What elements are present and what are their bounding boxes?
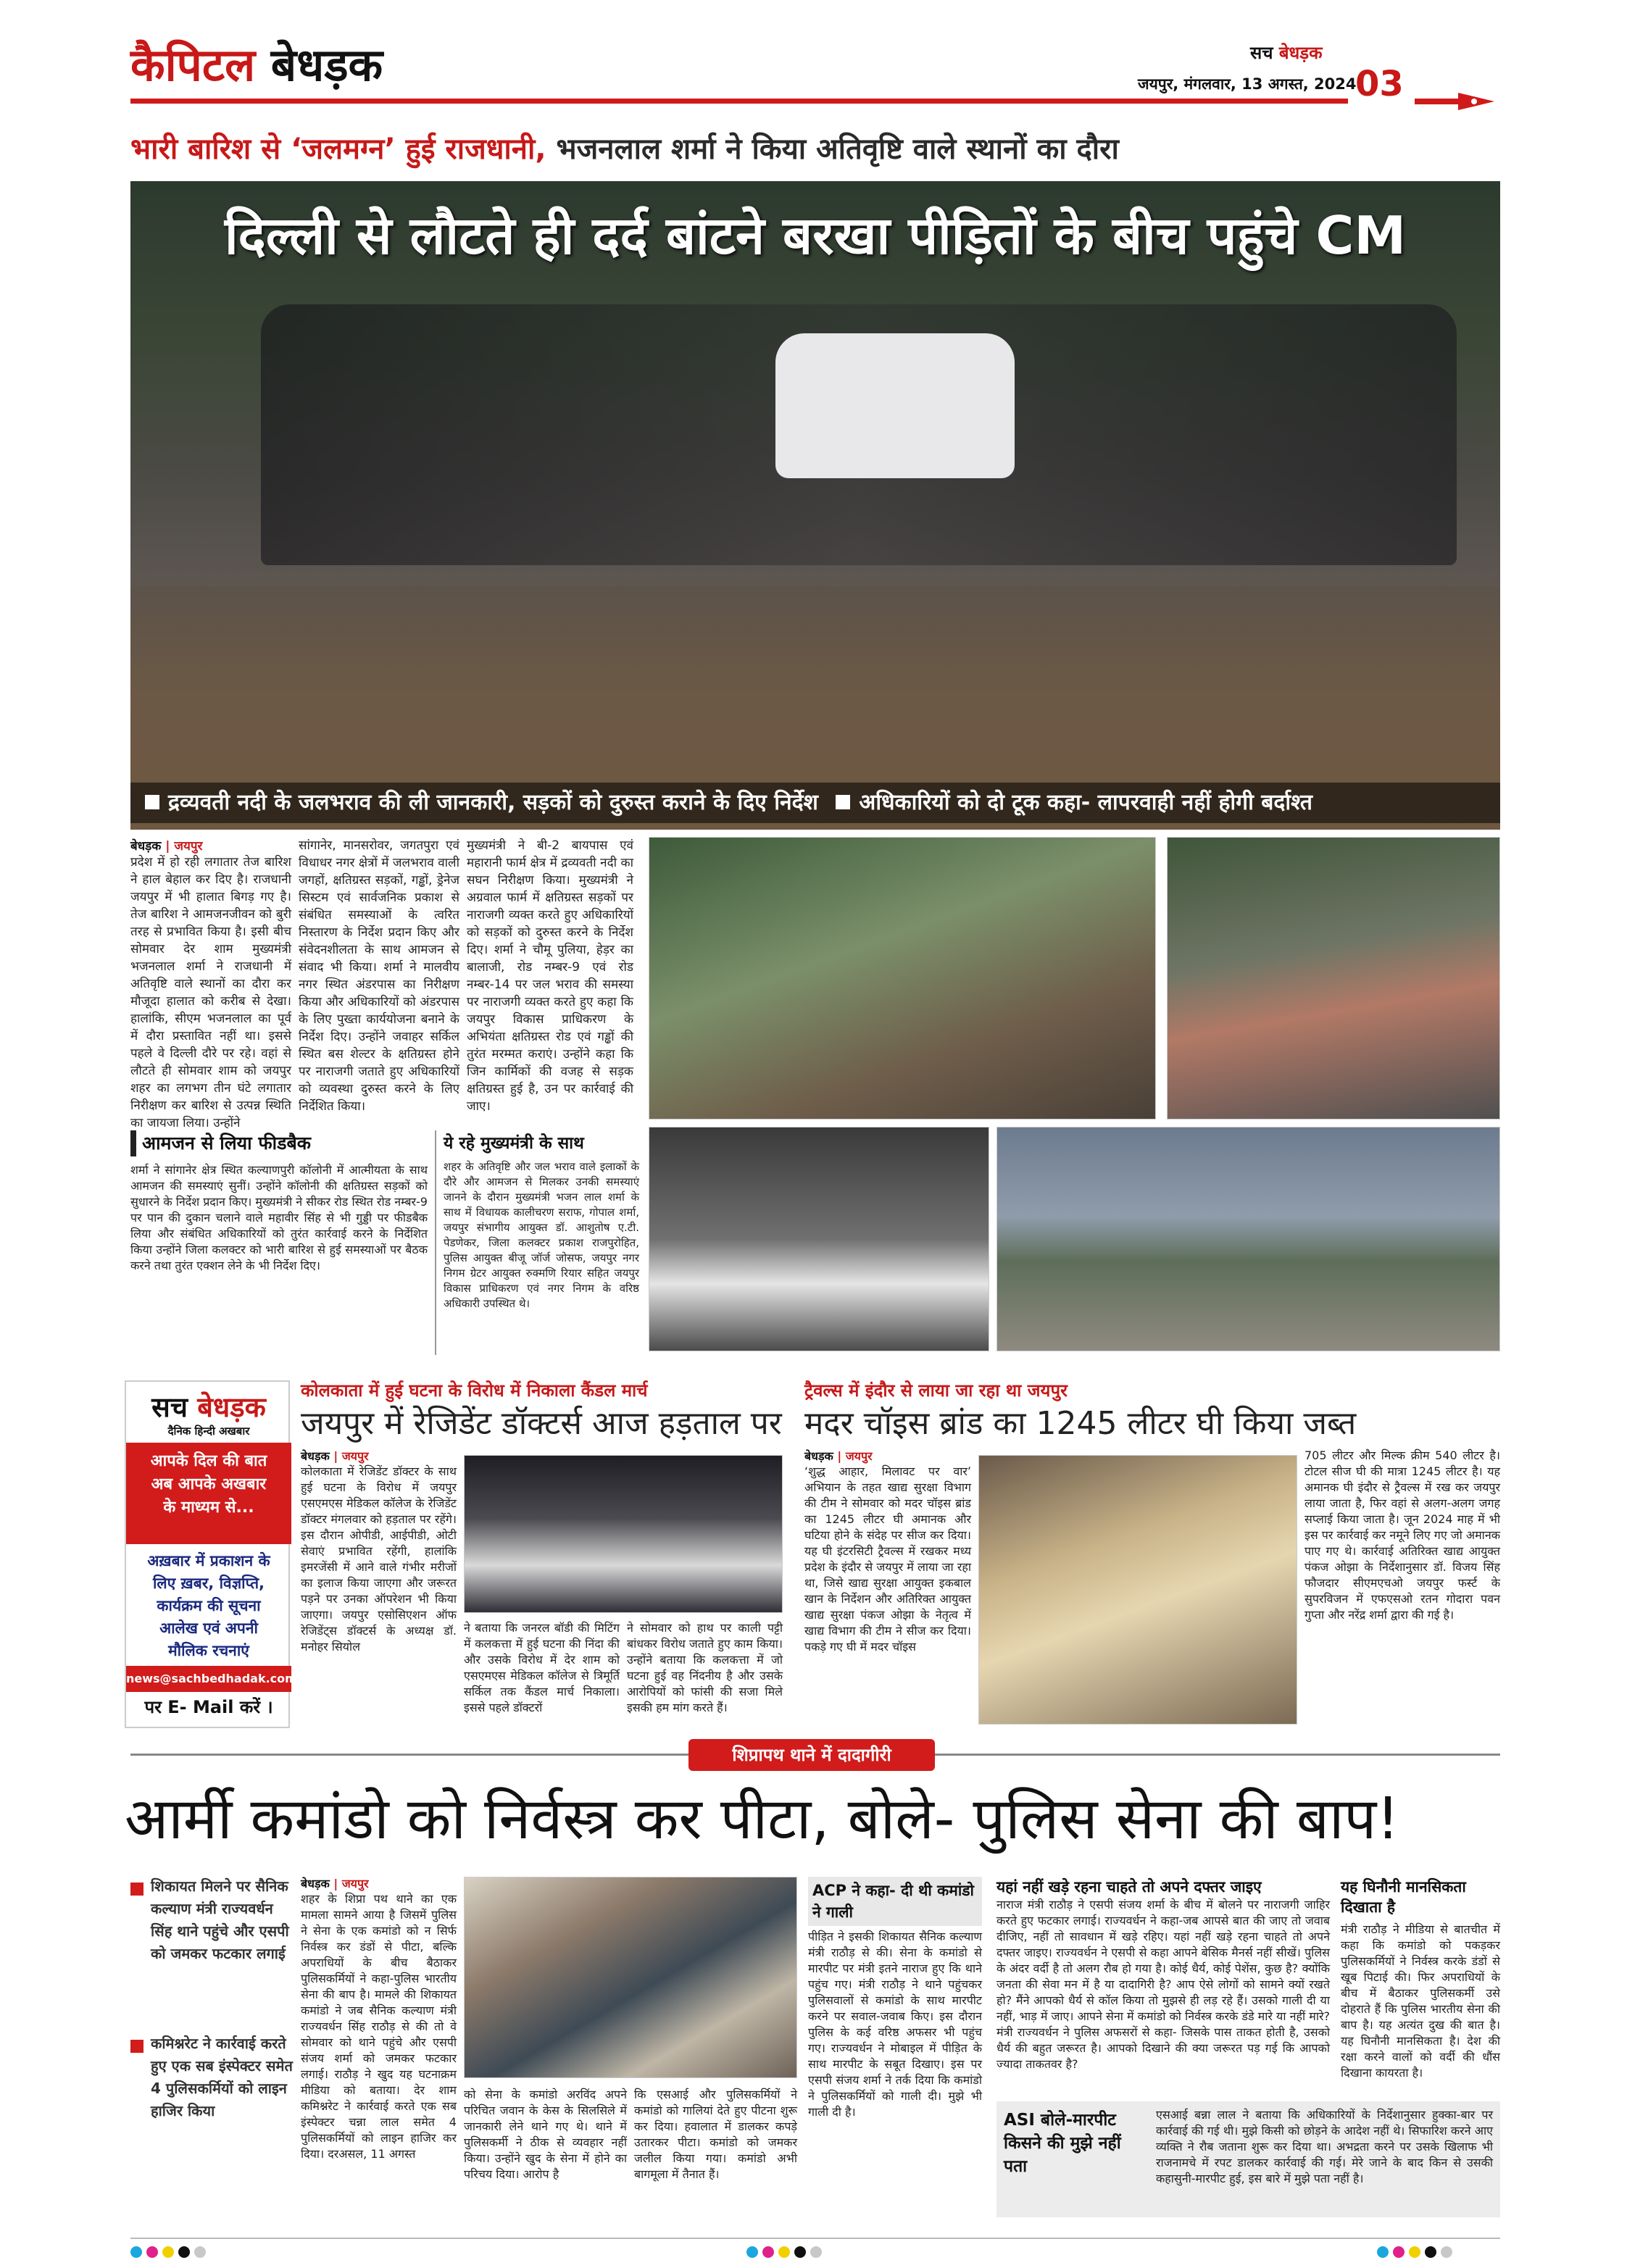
lead-col3: मुख्यमंत्री ने बी-2 बायपास एवं महारानी फार्म क्षेत्र में द्रव्यवती नदी का सघन निरीक्षण किया। मुख्यमंत्री ने अग्रवाल फार्म में क्षतिग्रस्त सड़कों पर नाराजगी व्यक्त करते हुए अधिकारियों को सड़कों को दुरुस्त करने के निर्देश दिए। शर्मा ने चौमू पुलिया, हेड़र का बालाजी, रोड नम्बर-9 एवं रोड नम्बर-14 पर जल भराव की समस्या पर नाराजगी व्यक्त करते हुए कहा कि जयपुर विकास प्राधिकरण के अभियंता क्षतिग्रस्त रोड एवं गड्ढों की तुरंत मरम्मत कराएं। उन्होंने कहा कि जिन कार्मिकों की वजह से सड़क क्षतिग्रस्त हुई है, उन पर कार्रवाई की जाए। xyxy=(467,838,633,1114)
section-title-a: कैपिटल xyxy=(130,38,256,91)
feedback-box-rule xyxy=(130,1130,136,1156)
promo-email: news@sachbedhadak.com xyxy=(126,1666,291,1692)
doctors-kicker: कोलकाता में हुई घटना के विरोध में निकाला कैंडल मार्च xyxy=(301,1380,648,1401)
doctors-byline: बेधड़क | जयपुर xyxy=(301,1449,369,1463)
army-tag xyxy=(130,1739,1500,1771)
side-box xyxy=(1341,1877,1500,2094)
acp-box xyxy=(808,1877,982,2217)
bullet-icon xyxy=(130,1883,143,1896)
pen-nib-icon xyxy=(1415,86,1502,117)
army-bullet-1: शिकायत मिलने पर सैनिक कल्याण मंत्री राज्यवर्धन सिंह थाने पहुंचे और एसपी को जमकर फटकार लगाई xyxy=(151,1877,289,1962)
promo-brand: सच बेधड़क xyxy=(151,1391,266,1423)
army-byline: बेधड़क | जयपुर xyxy=(301,1877,369,1890)
with-cm-box-head: ये रहे मुख्यमंत्री के साथ xyxy=(444,1134,584,1153)
color-dot-icon xyxy=(794,2246,806,2258)
strap-bullet-icon xyxy=(145,795,159,809)
cm-photo-underpass xyxy=(649,1127,989,1351)
asi-box xyxy=(996,2101,1500,2217)
army-tag-label: शिप्रापथ थाने में दादागीरी xyxy=(688,1739,935,1771)
promo-red-block xyxy=(126,1443,291,1544)
color-dot-icon xyxy=(130,2246,142,2258)
army-col1: शहर के शिप्रा पथ थाने का एक मामला सामने आया है जिसमें पुलिस ने सेना के एक कमांडो को न सिर्फ निर्वस्त्र कर डंडों से पीटा, बल्कि अपराधियों के बीच बैठाकर पुलिसकर्मियों ने कहा-पुलिस भारतीय सेना की बाप है। मामले की शिकायत कमांडो ने जब सैनिक कल्याण मंत्री राज्यवर्धन सिंह राठौड़ से की तो वे सोमवार को थाने पहुंचे और एसपी संजय शर्मा को जमकर फटकार लगाई। राठौड़ ने खुद यह घटनाक्रम मीडिया को बताया। देर शाम कमिश्नरेट ने कार्रवाई करते एक सब इंस्पेक्टर चन्ना लाल समेत 4 पुलिसकर्मियों को लाइन हाजिर कर दिया। दरअसल, 11 अगस्त xyxy=(301,1892,457,2161)
footer-color-dots-center xyxy=(746,2246,826,2261)
ghee-byline: बेधड़क | जयपुर xyxy=(804,1449,873,1463)
color-dot-icon xyxy=(1393,2246,1405,2258)
promo-tagline: दैनिक हिन्दी अखबार xyxy=(167,1425,250,1438)
strap-bullet-icon xyxy=(836,795,850,809)
color-dot-icon xyxy=(1409,2246,1420,2258)
army-col2: को सेना के कमांडो अरविंद अपने परिचित जवान के केस के सिलसिले में जानकारी लेने थाने गए थे। थाने में पुलिसकर्मी ने ठीक से व्यवहार नहीं किया। उन्होंने खुद के सेना में होने का परिचय दिया। आरोप है xyxy=(464,2088,627,2181)
footer-rule xyxy=(130,2238,1500,2239)
cm-photo-river xyxy=(996,1127,1500,1351)
lead-photo xyxy=(130,181,1500,830)
doctors-col2: ने बताया कि जनरल बॉडी की मिटिंग में कलकत्ता में हुई घटना की निंदा की और उसके विरोध में देर शाम को एसएमएस मेडिकल कॉलेज से त्रिमूर्ति सर्किल तक कैंडल मार्च निकाला। इससे पहले डॉक्टरों xyxy=(464,1621,620,1714)
color-dot-icon xyxy=(1377,2246,1389,2258)
cm-photo-media xyxy=(649,837,1156,1120)
promo-white-text: अख़बार में प्रकाशन के लिए ख़बर, विज्ञप्ति, कार्यक्रम की सूचना आलेख एवं अपनी मौलिक रचनाएं xyxy=(147,1552,270,1659)
masthead-rule xyxy=(130,99,1348,104)
doctors-headline: जयपुर में रेजिडेंट डॉक्टर्स आज हड़ताल पर xyxy=(301,1405,782,1442)
lead-kicker: भारी बारिश से ‘जलमग्न’ हुई राजधानी, भजनलाल शर्मा ने किया अतिवृष्टि वाले स्थानों का दौरा xyxy=(130,133,1119,166)
page-number: 03 xyxy=(1355,64,1404,104)
color-dot-icon xyxy=(746,2246,758,2258)
asi-box-head: ASI बोले-मारपीट किसने की मुझे नहीं पता xyxy=(1004,2111,1121,2176)
color-dot-icon xyxy=(762,2246,774,2258)
color-dot-icon xyxy=(1425,2246,1436,2258)
army-col3: कि एसआई और पुलिसकर्मियों ने कमांडो को गालियां देते हुए पीटना शुरू कर दिया। हवालात में डालकर कपड़े उतारकर पीटा। कमांडो को जमकर जलील किया गया। कमांडो अभी बागमूला में तैनात हैं। xyxy=(634,2088,797,2181)
army-bullet-2: कमिश्नरेट ने कार्रवाई करते हुए एक सब इंस्पेक्टर समेत 4 पुलिसकर्मियों को लाइन हाजिर किया xyxy=(151,2035,293,2119)
office-head: यहां नहीं खड़े रहना चाहते तो अपने दफ्तर जाइए xyxy=(996,1878,1262,1896)
side-box-text: मंत्री राठौड़ ने मीडिया से बातचीत में कहा कि कमांडो को पकड़कर पुलिसकर्मियों ने निर्वस्त्र करके डंडों से खूब पिटाई की। फिर अपराधियों के बीच में बैठाकर पुलिसकर्मी उसे दोहराते हैं कि पुलिस भारतीय सेना की बाप है। यह अत्यंत दुख की बात है। यह घिनौनी मानसिकता है। देश की रक्षा करने वालों को वर्दी की धौंस दिखाना कायरता है। xyxy=(1341,1922,1500,2080)
ghee-col2: 705 लीटर और मिल्क क्रीम 540 लीटर है। टोटल सीज घी की मात्रा 1245 लीटर है। यह अमानक घी इंदौर से ट्रैवल्स में रख कर जयपुर लाया जाता है, फिर वहां से अलग-अलग जगह सप्लाई किया जाता है। जून 2024 माह में भी इस पर कार्रवाई कर नमूने लिए गए जो अमानक पाए गए थे। कार्रवाई अतिरिक्त खाद्य आयुक्त पंकज ओझा के निर्देशानुसार डॉ. विजय सिंह फौजदार सीएमएचओ जयपुर फर्स्ट के सुपरविजन में एफएसओ रतन गोदारा पवन गुप्ता और नरेंद्र शर्मा द्वारा की गई है। xyxy=(1304,1448,1500,1622)
promo-email-note: पर E- Mail करें । xyxy=(144,1697,273,1717)
ghee-photo xyxy=(978,1455,1297,1725)
photo-car xyxy=(775,333,1015,478)
side-box-head: यह घिनौनी मानसिकता दिखाता है xyxy=(1341,1878,1466,1916)
color-dot-icon xyxy=(810,2246,822,2258)
ghee-col1: ‘शुद्ध आहार, मिलावट पर वार’ अभियान के तहत खाद्य सुरक्षा विभाग की टीम ने सोमवार को मदर चॉइस ब्रांड का 1245 लीटर घी अमानक और घटिया होने के संदेह पर सीज कर दिया। यह घी इंटरसिटी ट्रैवल्स में रखकर मध्य प्रदेश के इंदौर से जयपुर में लाया जा रहा था, जिसे खाद्य सुरक्षा आयुक्त इकबाल खान के निर्देशन और अतिरिक्त आयुक्त खाद्य सुरक्षा पंकज ओझा के नेतृत्व में खाद्य विभाग की टीम ने सीज कर दिया। पकड़े गए घी में मदर चॉइस xyxy=(804,1464,971,1654)
section-title xyxy=(130,36,383,94)
feedback-box-text: शर्मा ने सांगानेर क्षेत्र स्थित कल्याणपुरी कॉलोनी में आत्मीयता के साथ आमजन की समस्याएं सुनीं। उन्होंने कॉलोनी की क्षतिग्रस्त सड़कों को सुधारने के निर्देश प्रदान किए। मुख्यमंत्री ने सीकर रोड स्थित रोड नम्बर-9 पर पान की दुकान चलाने वाले महावीर सिंह से भी गुड्डी पर फीडबैक लिया और संबंधित अधिकारियों को तुरंत कार्रवाई करने के निर्देशित किया उन्होंने जिला कलक्टर को भारी बारिश से हुई समस्याओं पर बैठक करने तथा तुरंत एक्शन लेने के भी निर्देश दिए। xyxy=(130,1163,428,1272)
feedback-box-head: आमजन से लिया फीडबैक xyxy=(142,1133,311,1154)
promo-box xyxy=(125,1380,297,1728)
ghee-headline: मदर चॉइस ब्रांड का 1245 लीटर घी किया जब्त xyxy=(804,1405,1357,1442)
footer-color-dots-left xyxy=(130,2246,210,2261)
masthead xyxy=(130,36,1507,112)
promo-red-text: आपके दिल की बात अब आपके अखबार के माध्यम से... xyxy=(150,1452,267,1517)
acp-box-text: पीड़ित ने इसकी शिकायत सैनिक कल्याण मंत्री राठौड़ से की। सेना के कमांडो से मारपीट पर मंत्री इतने नाराज हुए कि थाने पहुंच गए। मंत्री राठौड़ ने थाने पहुंचकर पुलिसवालों से कमांडो के साथ मारपीट करने पर सवाल-जवाब किए। इस दौरान पुलिस के कई वरिष्ठ अफसर भी पहुंच गए। राज्यवर्धन ने मोबाइल में पीड़ित के साथ मारपीट के सबूत दिखाए। इस पर एसपी संजय शर्मा ने तर्क दिया कि कमांडो ने पुलिसकर्मियों को गाली दी। मुझे भी गाली दी है। xyxy=(808,1930,982,2119)
ghee-kicker: ट्रैवल्स में इंदौर से लाया जा रहा था जयपुर xyxy=(804,1380,1068,1401)
lead-col1: प्रदेश में हो रही लगातार तेज बारिश ने हाल बेहाल कर दिए है। राजधानी जयपुर में भी हालात बिगड़ गए है। तेज बारिश ने आमजनजीवन को बुरी तरह से प्रभावित किया है। इसी बीच सोमवार देर शाम मुख्यमंत्री भजनलाल शर्मा ने राजधानी में अतिवृष्टि वाले स्थानों का दौरा कर मौजूदा हालात को करीब से देखा। हालांकि, सीएम भजनलाल का पूर्व में दौरा प्रस्तावित नहीं था। इससे पहले वे दिल्ली दौरे पर रहे। वहां से लौटते ही सोमवार शाम को जयपुर शहर का लगभग तीन घंटे लगातार निरीक्षण कर बारिश से उत्पन्न स्थिति का जायजा लिया। उन्होंने xyxy=(130,855,291,1130)
lead-col2: सांगानेर, मानसरोवर, जगतपुरा एवं विधाधर नगर क्षेत्रों में जलभराव वाली जगहों, क्षतिग्रस्त सड़कों, गड्ढों, ड्रेनेज सिस्टम एवं सार्वजनिक प्रकाश से संबंधित समस्याओं के त्वरित निस्तारण के निर्देश प्रदान किए और संवेदनशीलता के साथ आमजन से संवाद भी किया। शर्मा ने मालवीय नगर स्थित अंडरपास का निरीक्षण किया और अधिकारियों को अंडरपास के लिए पुख्ता कार्ययोजना बनाने के निर्देश दिए। उन्होंने जवाहर सर्किल स्थित बस शेल्टर के क्षतिग्रस्त होने पर नाराजगी जताते हुए अधिकारियों को व्यवस्था दुरुस्त करने के लिए निर्देशित किया। xyxy=(299,838,459,1114)
acp-box-head: ACP ने कहा- दी थी कमांडो ने गाली xyxy=(808,1877,982,1926)
section-title-b: बेधड़क xyxy=(270,38,383,91)
bullet-icon xyxy=(130,2040,143,2053)
doctors-photo xyxy=(464,1455,783,1613)
color-dot-icon xyxy=(162,2246,174,2258)
army-photo xyxy=(464,1877,797,2078)
army-headline: आर्मी कमांडो को निर्वस्त्र कर पीटा, बोले- पुलिस सेना की बाप! xyxy=(125,1785,1399,1852)
lead-headline: दिल्ली से लौटते ही दर्द बांटने बरखा पीड़ितों के बीच पहुंचे CM xyxy=(225,205,1406,266)
color-dot-icon xyxy=(778,2246,790,2258)
color-dot-icon xyxy=(194,2246,206,2258)
lead-strap: द्रव्यवती नदी के जलभराव की ली जानकारी, सड़कों को दुरुस्त कराने के दिए निर्देश अधिकारियों को दो टूक कहा- लापरवाही नहीं होगी बर्दाश्त xyxy=(130,783,1500,823)
asi-box-text: एसआई बन्ना लाल ने बताया कि अधिकारियों के निर्देशानुसार हुक्का-बार पर कार्रवाई की गई थी। मुझे किसी को छोड़ने के आदेश नहीं थे। सिफारिश करने आए व्यक्ति ने रौब जताना शुरू कर दिया था। अभद्रता करने पर उसके खिलाफ भी राजनामचे में रपट डालकर कार्रवाई की गई। मेरे जाने के बाद किन से उसकी कहासुनी-मारपीट हुई, इस बारे में मुझे पता नहीं है। xyxy=(1156,2108,1493,2185)
brand-small: सच बेधड़क xyxy=(1250,43,1323,63)
color-dot-icon xyxy=(146,2246,158,2258)
cm-photo-officials xyxy=(1167,837,1500,1120)
with-cm-box xyxy=(435,1130,638,1355)
office-text: नाराज मंत्री राठौड़ ने एसपी संजय शर्मा के बीच में बोलने पर नाराजगी जाहिर करते हुए फटकार लगाई। राज्यवर्धन ने कहा-जब आपसे बात की जाए तो जवाब दीजिए, नहीं तो सावधान में खड़े रहिए। यहां नहीं खड़े रहना चाहते तो अपने दफ्तर जाइए। राज्यवर्धन ने एसपी से कहा आपने बेसिक मैनर्स नहीं सीखें। पुलिस के अंदर वर्दी है तो अलग रौब हो गया है। कोई धैर्य, कोई पेशेंस, कुछ है? क्योंकि जनता की सेवा मन में है या दादागिरी है? आप ऐसे लोगों को सामने क्यों रखते हो? मैंने आपको धैर्य से कॉल किया तो मुझसे ही लड़ रहे हैं। उसको गाली दी या नहीं, भाड़ में जाए। आपने सेना में कमांडो को निर्वस्त्र करके डंडे मारे या नहीं मारे? मंत्री राज्यवर्धन ने पुलिस अफसरों से कहा- जिसके पास ताकत होती है, उसको धैर्य की बहुत जरूरत है। आपको दिखाने की क्या जरूरत पड़ गई कि आपको ज्यादा ताकतवर है? xyxy=(996,1898,1330,2071)
doctors-col3: ने सोमवार को हाथ पर काली पट्टी बांधकर विरोध जताते हुए काम किया। उन्होंने बताया कि कलकत्ता में जो घटना हुई वह निंदनीय है और उसके आरोपियों को फांसी की सजा मिले इसकी हम मांग करते हैं। xyxy=(627,1621,783,1714)
color-dot-icon xyxy=(1441,2246,1452,2258)
feedback-box xyxy=(130,1130,428,1355)
footer-color-dots-right xyxy=(1377,2246,1457,2261)
lead-byline: बेधड़क | जयपुर xyxy=(130,839,203,854)
color-dot-icon xyxy=(178,2246,190,2258)
with-cm-box-text: शहर के अतिवृष्टि और जल भराव वाले इलाकों के दौरे और आमजन से मिलकर उनकी समस्याएं जानने के दौरान मुख्यमंत्री भजन लाल शर्मा के साथ में विधायक कालीचरण सराफ, गोपाल शर्मा, जयपुर संभागीय आयुक्त डॉ. आशुतोष ए.टी. पेडणेकर, जिला कलक्टर प्रकाश राजपुरोहित, पुलिस आयुक्त बीजू जॉर्ज जोसफ, जयपुर नगर निगम ग्रेटर आयुक्त रुक्मणि रियार सहित जयपुर विकास प्राधिकरण एवं नगर निगम के वरिष्ठ अधिकारी उपस्थित थे। xyxy=(444,1160,639,1310)
dateline: जयपुर, मंगलवार, 13 अगस्त, 2024 xyxy=(1138,75,1357,93)
doctors-col1: कोलकाता में रेजिडेंट डॉक्टर के साथ हुई घटना के विरोध में जयपुर एसएमएस मेडिकल कॉलेज के रेजिडेंट डॉक्टर मंगलवार को हड़ताल पर रहेंगे। इस दौरान ओपीडी, आईपीडी, ओटी सेवाएं प्रभावित रहेंगी, हालांकि इमरजेंसी में आने वाले गंभीर मरीजों का इलाज किया जाएगा और जरूरत पड़ने पर उनका ऑपरेशन भी किया जाएगा। जयपुर एसोसिएशन ऑफ रेजिडेंट्स डॉक्टर्स के अध्यक्ष डॉ. मनोहर सियोल xyxy=(301,1464,457,1654)
